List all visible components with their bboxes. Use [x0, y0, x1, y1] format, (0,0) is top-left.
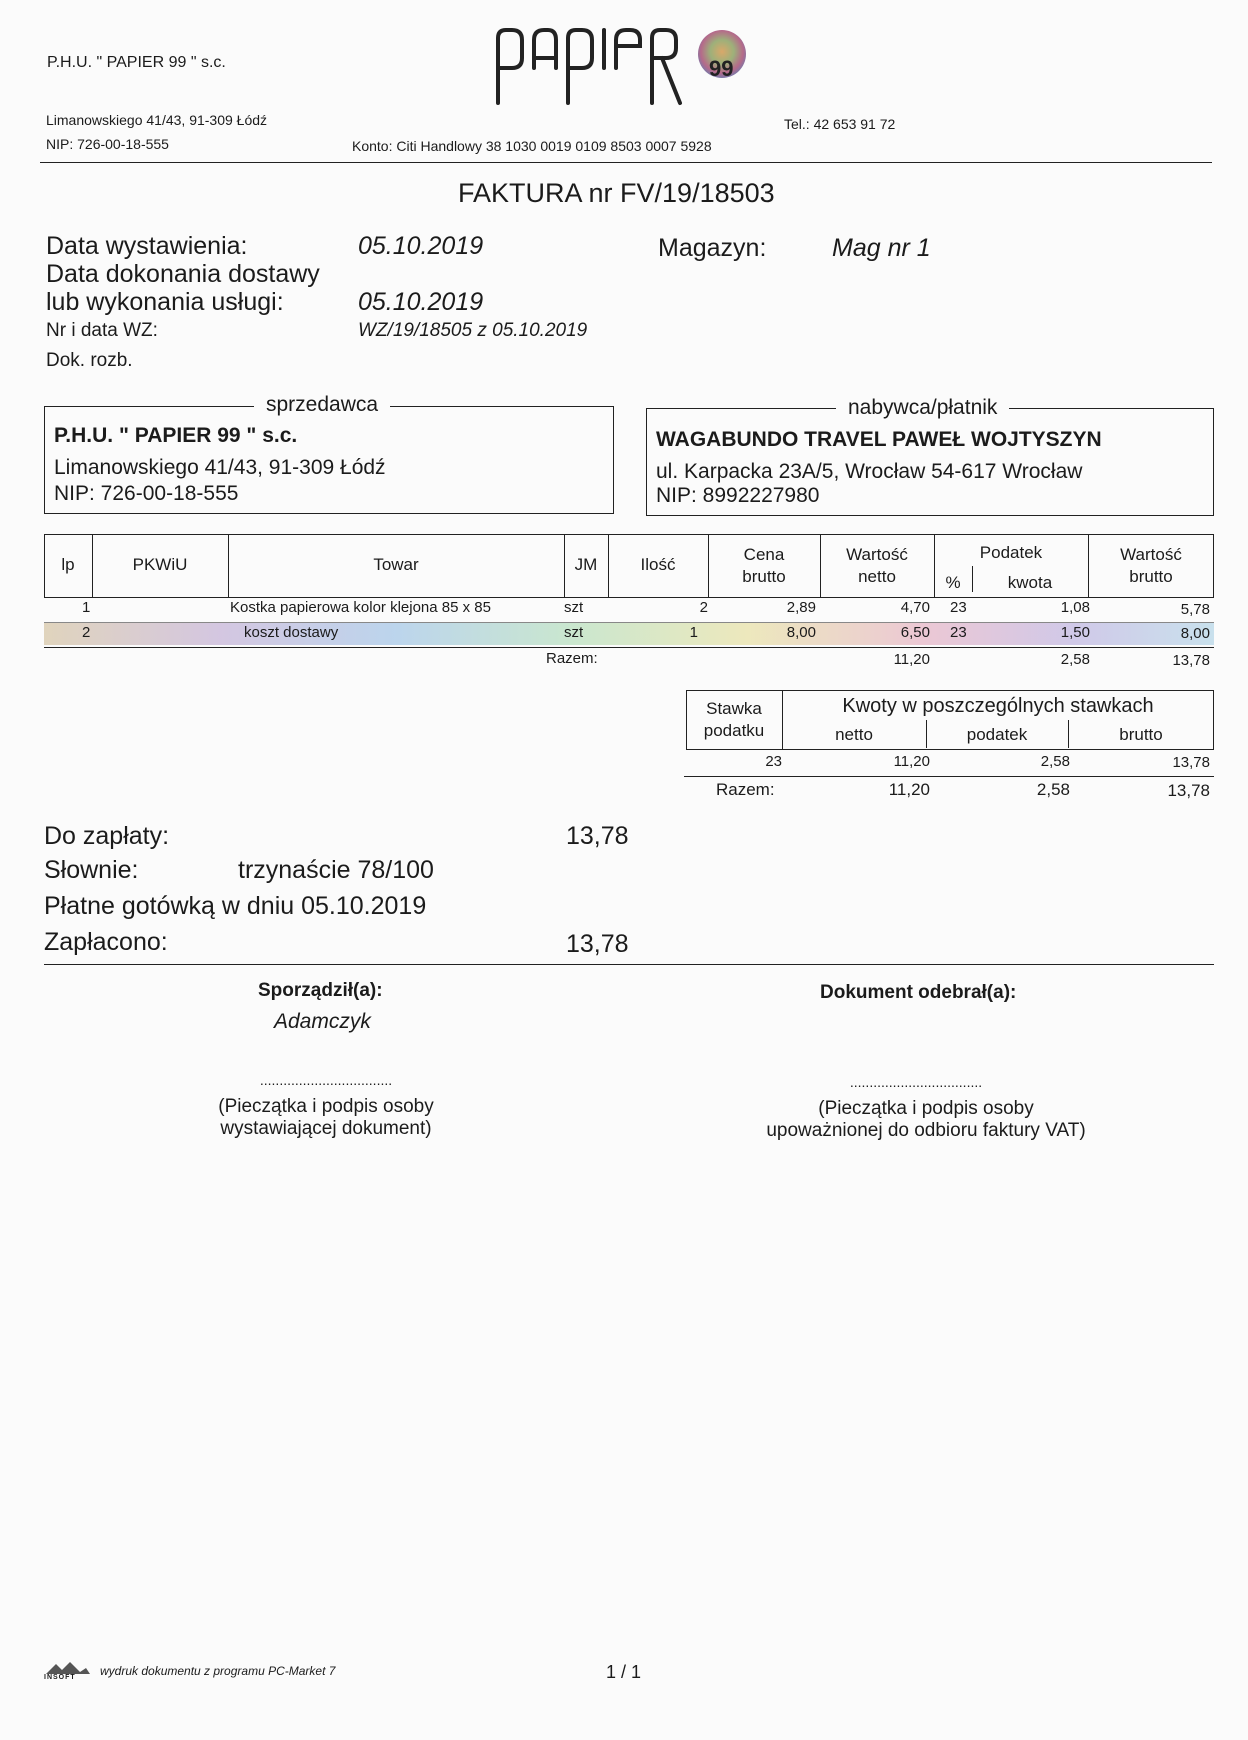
company-nip-header: NIP: 726-00-18-555	[46, 136, 169, 152]
header-jm: JM	[574, 555, 598, 574]
prepared-signature-line: ..................................	[259, 1072, 393, 1088]
header-kwota: kwota	[1007, 573, 1053, 592]
received-note-1: (Pieczątka i podpis osoby	[818, 1098, 1034, 1119]
footer-program: wydruk dokumentu z programu PC-Market 7	[100, 1664, 336, 1678]
phone-number: Tel.: 42 653 91 72	[784, 116, 896, 132]
paid-value: 13,78	[566, 930, 629, 958]
tax-brutto-header: brutto	[1119, 725, 1163, 744]
warehouse-value: Mag nr 1	[832, 234, 931, 262]
header-towar: Towar	[373, 555, 419, 574]
row-ilosc: 2	[699, 599, 708, 616]
tax-row-rate: 23	[765, 753, 782, 770]
row-pct: 23	[950, 624, 967, 641]
insoft-logo	[44, 1660, 92, 1684]
tax-netto-header: netto	[835, 725, 873, 744]
rows-bottom-line	[44, 647, 1214, 648]
tax-row-podatek: 2,58	[1040, 753, 1070, 770]
buyer-name: WAGABUNDO TRAVEL PAWEŁ WOJTYSZYN	[656, 428, 1102, 451]
company-name-header: P.H.U. " PAPIER 99 " s.c.	[47, 54, 226, 71]
logo-badge: 99	[709, 56, 734, 81]
tax-rate-header-1: Stawka	[706, 699, 762, 718]
row-kwota: 1,50	[1060, 624, 1090, 641]
tax-total-brutto: 13,78	[1167, 781, 1210, 800]
header-brutto-2: brutto	[1129, 567, 1173, 586]
prepared-by-name: Adamczyk	[274, 1010, 371, 1033]
row-brutto: 8,00	[1180, 625, 1210, 642]
bank-account: Konto: Citi Handlowy 38 1030 0019 0109 8503 0007 5928	[352, 138, 712, 154]
header-pkwiu: PKWiU	[132, 555, 188, 574]
header-cena-1: Cena	[743, 545, 785, 564]
paid-cash-text: Płatne gotówką w dniu 05.10.2019	[44, 892, 427, 920]
row-towar: koszt dostawy	[244, 624, 339, 641]
delivery-date-value: 05.10.2019	[358, 288, 484, 316]
header-ilosc: Ilość	[640, 555, 676, 574]
buyer-legend: nabywca/płatnik	[836, 396, 1009, 420]
row-cena: 8,00	[786, 624, 816, 641]
row-towar: Kostka papierowa kolor klejona 85 x 85	[230, 599, 491, 616]
prepared-by-label: Sporządził(a):	[258, 980, 383, 1001]
company-logo	[490, 18, 770, 108]
due-value: 13,78	[566, 822, 629, 850]
received-note-2: upoważnionej do odbioru faktury VAT)	[766, 1120, 1086, 1141]
items-total-label: Razem:	[546, 650, 598, 667]
prepared-note-2: wystawiającej dokument)	[220, 1118, 432, 1139]
row-cena: 2,89	[786, 599, 816, 616]
words-label: Słownie:	[44, 856, 139, 884]
words-value: trzynaście 78/100	[238, 856, 434, 884]
buyer-nip: NIP: 8992227980	[656, 484, 820, 507]
delivery-label-1: Data dokonania dostawy	[46, 260, 320, 288]
insoft-brand: INSOFT	[44, 1674, 76, 1681]
received-by-label: Dokument odebrał(a):	[820, 982, 1017, 1003]
items-total-brutto: 13,78	[1172, 652, 1210, 669]
seller-legend: sprzedawca	[254, 393, 390, 417]
tax-row-netto: 11,20	[893, 753, 930, 770]
row-jm: szt	[564, 599, 584, 616]
header-brutto-1: Wartość	[1120, 545, 1182, 564]
issue-date-label: Data wystawienia:	[46, 232, 248, 260]
wz-label: Nr i data WZ:	[46, 320, 158, 341]
tax-total-netto: 11,20	[888, 780, 930, 799]
header-netto-2: netto	[858, 567, 896, 586]
seller-address: Limanowskiego 41/43, 91-309 Łódź	[54, 456, 386, 479]
header-netto-1: Wartość	[846, 545, 908, 564]
seller-name: P.H.U. " PAPIER 99 " s.c.	[54, 424, 298, 447]
wz-value: WZ/19/18505 z 05.10.2019	[358, 320, 588, 341]
header-cena-2: brutto	[742, 567, 786, 586]
company-address-header: Limanowskiego 41/43, 91-309 Łódź	[46, 112, 268, 128]
row-lp: 2	[82, 624, 91, 641]
row-brutto: 5,78	[1180, 601, 1210, 618]
row-netto: 6,50	[900, 624, 930, 641]
header-divider	[40, 162, 1212, 163]
buyer-address: ul. Karpacka 23A/5, Wrocław 54-617 Wrocław	[656, 460, 1083, 483]
header-pct: %	[945, 573, 961, 592]
payment-divider	[44, 964, 1214, 965]
warehouse-label: Magazyn:	[658, 234, 767, 262]
tax-podatek-header: podatek	[966, 725, 1028, 744]
tax-row-divider	[684, 776, 1214, 777]
paid-label: Zapłacono:	[44, 928, 168, 956]
items-total-netto: 11,20	[893, 651, 930, 668]
row-pct: 23	[950, 599, 967, 616]
delivery-label-2: lub wykonania usługi:	[46, 288, 284, 316]
tax-total-podatek: 2,58	[1036, 780, 1070, 799]
prepared-note-1: (Pieczątka i podpis osoby	[218, 1096, 434, 1117]
due-label: Do zapłaty:	[44, 822, 170, 850]
tax-total-label: Razem:	[716, 780, 775, 799]
row-netto: 4,70	[900, 599, 930, 616]
tax-row-brutto: 13,78	[1172, 754, 1210, 771]
row-kwota: 1,08	[1060, 599, 1090, 616]
row-jm: szt	[564, 624, 584, 641]
tax-rate-header-2: podatku	[703, 721, 765, 740]
row-lp: 1	[82, 599, 91, 616]
header-lp: lp	[61, 555, 75, 574]
received-signature-line: ..................................	[849, 1074, 983, 1090]
seller-nip: NIP: 726-00-18-555	[54, 482, 239, 505]
header-podatek: Podatek	[979, 543, 1043, 562]
invoice-title: FAKTURA nr FV/19/18503	[458, 178, 775, 208]
items-total-kwota: 2,58	[1060, 651, 1090, 668]
dok-rozb-label: Dok. rozb.	[46, 350, 133, 371]
row-ilosc: 1	[689, 624, 698, 641]
tax-amounts-header: Kwoty w poszczególnych stawkach	[842, 695, 1154, 717]
issue-date-value: 05.10.2019	[358, 232, 484, 260]
page-number: 1 / 1	[606, 1662, 642, 1682]
